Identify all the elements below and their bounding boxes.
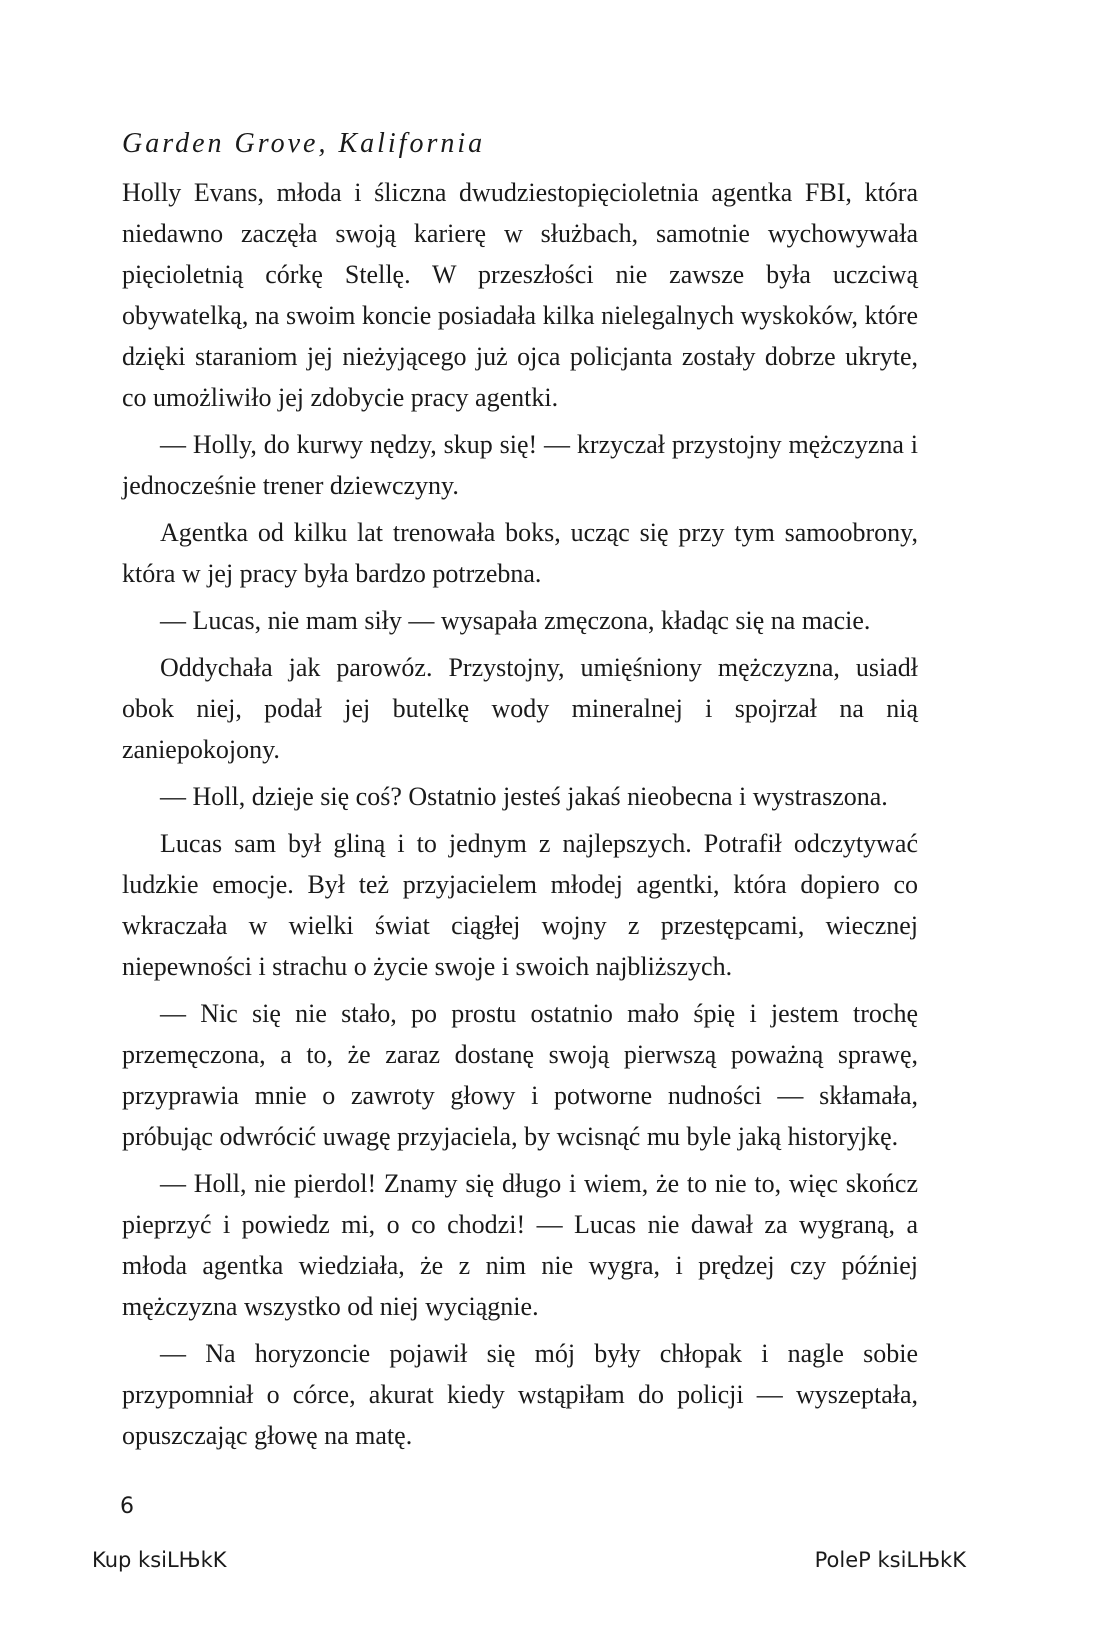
paragraph: Oddychała jak parowóz. Przystojny, umięśniony mężczyzna, usiadł obok niej, podał jej butelkę wody mineralnej i spojrzał na nią zaniepokojony. — [122, 653, 918, 764]
paragraph: — Na horyzoncie pojawił się mój były chłopak i nagle sobie przypomniał o córce, akurat kiedy wstąpiłam do policji — wyszeptała, opuszczając głowę na matę. — [122, 1339, 918, 1450]
paragraph: — Lucas, nie mam siły — wysapała zmęczona, kładąc się na macie. — [160, 606, 871, 635]
recommend-book-link[interactable]: PoleP ksiLЊkK — [814, 1548, 966, 1572]
paragraph: — Holly, do kurwy nędzy, skup się! — krzyczał przystojny mężczyzna i jednocześnie trener dziewczyny. — [122, 430, 918, 500]
document-body — [122, 124, 918, 1462]
paragraph: — Holl, dzieje się coś? Ostatnio jesteś jakaś nieobecna i wystraszona. — [160, 782, 888, 811]
paragraph: — Holl, nie pierdol! Znamy się długo i wiem, że to nie to, więc skończ pieprzyć i powiedz mi, o co chodzi! — Lucas nie dawał za wygraną, a młoda agentka wiedziała, że z nim nie wygra, i prędzej czy później mężczyzna wszystko od niej wyciągnie. — [122, 1169, 918, 1321]
paragraph: Holly Evans, młoda i śliczna dwudziestopięcioletnia agentka FBI, która niedawno zaczęła swoją karierę w służbach, samotnie wychowywała pięcioletnią córkę Stellę. W przeszłości nie zawsze była uczciwą obywatelką, na swoim koncie posiadała kilka nielegalnych wyskoków, które dzięki staraniom jej nieżyjącego już ojca policjanta zostały dobrze ukryte, co umożliwiło jej zdobycie pracy agentki. — [122, 178, 918, 412]
buy-book-link[interactable]: Kup ksiLЊkK — [92, 1548, 227, 1572]
page-number: 6 — [120, 1494, 134, 1519]
paragraph: — Nic się nie stało, po prostu ostatnio mało śpię i jestem trochę przemęczona, a to, że zaraz dostanę swoją pierwszą poważną sprawę, przyprawia mnie o zawroty głowy i potworne nudności — skłamała, próbując odwrócić uwagę przyjaciela, by wcisnąć mu byle jaką historyjkę. — [122, 999, 918, 1151]
chapter-heading: Garden Grove, Kalifornia — [122, 128, 486, 159]
paragraph: Agentka od kilku lat trenowała boks, ucząc się przy tym samoobrony, która w jej pracy była bardzo potrzebna. — [122, 518, 918, 588]
paragraph: Lucas sam był gliną i to jednym z najlepszych. Potrafił odczytywać ludzkie emocje. Był też przyjacielem młodej agentki, która dopiero co wkraczała w wielki świat ciągłej wojny z przestępcami, wiecznej niepewności i strachu o życie swoje i swoich najbliższych. — [122, 829, 918, 981]
